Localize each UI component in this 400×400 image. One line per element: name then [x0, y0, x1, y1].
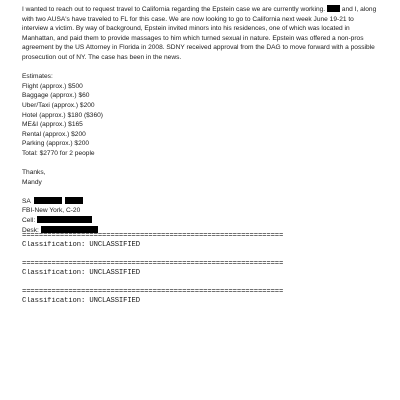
- signature-title: SA: [22, 197, 392, 207]
- estimate-item: Parking (approx.) $200: [22, 140, 90, 148]
- body-line: I wanted to reach out to request travel to California regarding the Epstein case we are currently working. and I, along: [22, 6, 377, 13]
- estimate-total: Total: $2770 for 2 people: [22, 149, 95, 157]
- body-line: interview a victim. By way of background, Epstein invited minors into his residences, one of which was located in: [22, 25, 350, 33]
- classification-label: Classification: UNCLASSIFIED: [22, 241, 140, 249]
- body-line: Manhattan, and paid them to provide massages to him which turned sexual in nature. Epstein was offered a non-pros: [22, 34, 364, 42]
- email-body: [22, 5, 392, 235]
- classification-block: [22, 232, 322, 250]
- estimate-item: Uber/Taxi (approx.) $200: [22, 101, 95, 109]
- signer-name: Mandy: [22, 178, 42, 186]
- classification-block: [22, 260, 322, 278]
- redaction-first-name: [34, 197, 62, 204]
- blank-line: [22, 187, 392, 197]
- classification-block: [22, 288, 322, 306]
- separator-line: ==============================================================: [22, 260, 284, 268]
- separator-line: ==============================================================: [22, 232, 284, 240]
- body-line: prosecution out of NY. The case has been in the news.: [22, 53, 182, 61]
- redaction-last-name: [65, 197, 83, 204]
- body-line: with two AUSA's have traveled to FL for this case. We are now looking to go to California next week June 19-21 to: [22, 15, 354, 23]
- estimate-item: Rental (approx.) $200: [22, 130, 86, 138]
- redaction-name: [327, 5, 340, 12]
- closing: Thanks,: [22, 169, 46, 177]
- blank-line: [22, 159, 392, 169]
- classification-label: Classification: UNCLASSIFIED: [22, 269, 140, 277]
- classification-label: Classification: UNCLASSIFIED: [22, 297, 140, 305]
- signature-desk: Desk:: [22, 226, 392, 236]
- signature-cell: Cell:: [22, 216, 392, 226]
- redaction-cell-number: [37, 216, 92, 223]
- estimates-heading: Estimates:: [22, 73, 53, 81]
- separator-line: ==============================================================: [22, 288, 284, 296]
- estimate-item: Flight (approx.) $500: [22, 82, 83, 90]
- body-line: agreement by the US Attorney in Florida in 2008. SDNY received approval from the DAG to move forward with a possible: [22, 44, 375, 52]
- estimate-item: Hotel (approx.) $180 ($360): [22, 111, 104, 119]
- signature-office: FBI-New York, C-20: [22, 207, 81, 215]
- estimate-item: ME&I (approx.) $165: [22, 121, 83, 129]
- blank-line: [22, 63, 392, 73]
- estimate-item: Baggage (approx.) $60: [22, 92, 90, 100]
